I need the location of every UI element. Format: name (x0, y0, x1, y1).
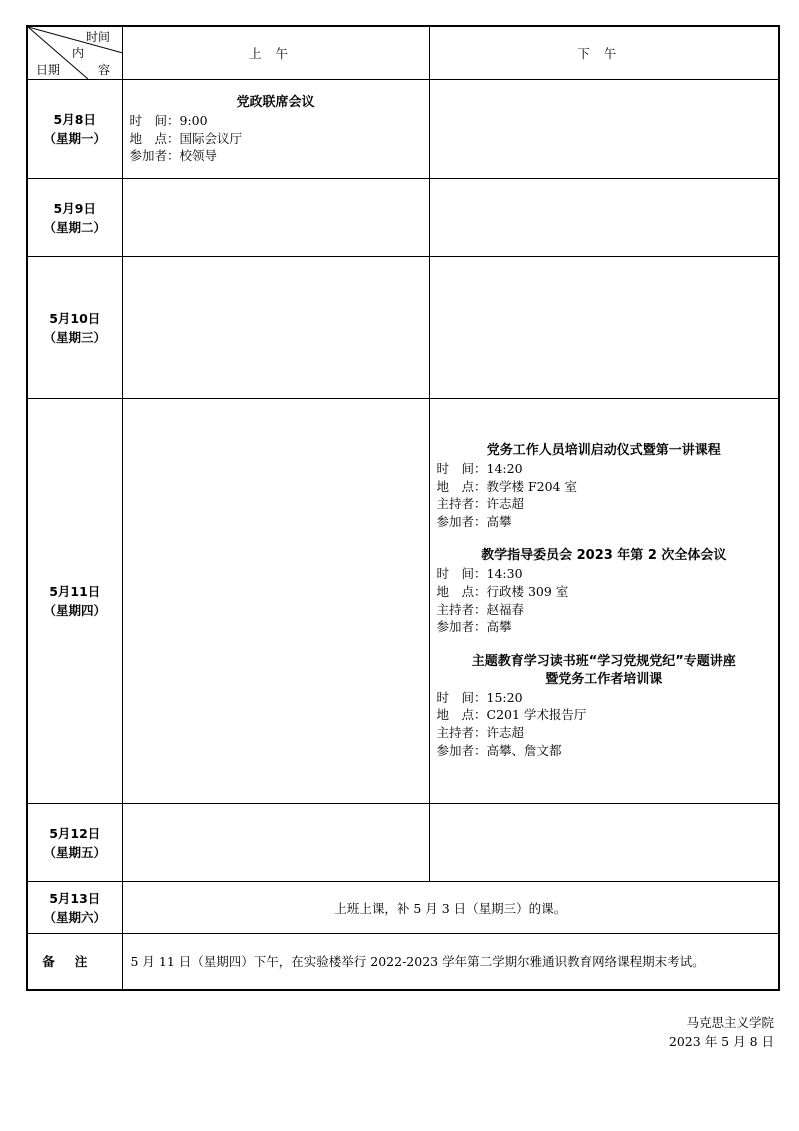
may8-morning-cell (122, 80, 429, 179)
footer-org: 马克思主义学院 (686, 1015, 774, 1030)
date-cell (27, 399, 122, 804)
header-morning: 上午 (122, 26, 429, 80)
table-row-may12 (27, 804, 779, 882)
table-row-may9 (27, 179, 779, 257)
header-afternoon: 下午 (429, 26, 779, 80)
event-attendees: 参加者：高攀 (436, 619, 512, 635)
event-host: 主持者：许志超 (436, 496, 525, 512)
date-label: 5月9日 (53, 200, 96, 216)
event-title-line-2: 暨党务工作者培训课 (545, 671, 663, 687)
corner-label-time: 时间 (86, 30, 111, 44)
weekday-label: （星期一） (43, 131, 106, 146)
date-label: 5月11日 (49, 584, 101, 599)
event-host: 主持者：许志超 (436, 724, 525, 740)
event-place: 地 点：行政楼 309 室 (436, 583, 569, 599)
weekday-label: （星期三） (43, 329, 106, 345)
event-title: 教学指导委员会 2023 年第 2 次全体会议 (481, 548, 727, 564)
may10-morning-cell (122, 257, 429, 399)
header-row (27, 26, 779, 80)
event-time: 时 间：9:00 (129, 113, 208, 128)
event-block (437, 653, 772, 759)
date-label: 5月10日 (49, 310, 101, 326)
may9-afternoon-cell (429, 179, 779, 257)
event-block (437, 547, 772, 635)
may13-merged-cell: 上班上课，补 5 月 3 日（星期三）的课。 (122, 882, 779, 934)
may8-afternoon-cell (429, 80, 779, 179)
table-row-may13 (27, 882, 779, 934)
may12-morning-cell (122, 804, 429, 882)
event-title: 党政联席会议 (236, 95, 315, 110)
date-cell (27, 804, 122, 882)
corner-label-content-1: 内 (72, 46, 85, 60)
date-cell (27, 257, 122, 399)
event-block (437, 442, 772, 530)
table-row-may8 (27, 80, 779, 179)
date-label: 5月12日 (49, 825, 101, 841)
header-corner-cell (27, 26, 122, 80)
weekday-label: （星期二） (43, 219, 106, 235)
notes-label: 备注 (27, 934, 122, 990)
date-cell (27, 179, 122, 257)
event-place: 地 点：国际会议厅 (129, 130, 243, 146)
may11-afternoon-cell (429, 399, 779, 804)
weekday-label: （星期五） (43, 844, 106, 860)
notes-text: 5 月 11 日（星期四）下午，在实验楼举行 2022-2023 学年第二学期尔雅通识教育网络课程期末考试。 (122, 934, 779, 990)
event-title: 党务工作人员培训启动仪式暨第一讲课程 (486, 443, 721, 458)
table-row-notes (27, 934, 779, 990)
corner-label-content-2: 容 (98, 63, 111, 77)
date-label: 5月8日 (53, 112, 96, 127)
may11-morning-cell (122, 399, 429, 804)
date-cell (27, 80, 122, 179)
date-label: 5月13日 (49, 890, 101, 906)
schedule-table (26, 25, 780, 991)
event-time: 时 间：15:20 (436, 689, 523, 705)
event-place: 地 点：C201 学术报告厅 (436, 707, 587, 723)
corner-label-date: 日期 (36, 63, 61, 77)
date-cell (27, 882, 122, 934)
may9-morning-cell (122, 179, 429, 257)
footer-date: 2023 年 5 月 8 日 (668, 1034, 774, 1049)
event-attendees: 参加者：高攀 (436, 513, 512, 529)
event-title-line-1: 主题教育学习读书班“学习党规党纪”专题讲座 (471, 653, 736, 669)
weekday-label: （星期六） (43, 909, 106, 925)
event-attendees: 参加者：高攀、詹文都 (436, 742, 562, 758)
event-time: 时 间：14:30 (436, 566, 523, 582)
may10-afternoon-cell (429, 257, 779, 399)
weekday-label: （星期四） (43, 603, 106, 618)
may12-afternoon-cell (429, 804, 779, 882)
event-attendees: 参加者：校领导 (129, 148, 218, 164)
table-row-may10 (27, 257, 779, 399)
event-place: 地 点：教学楼 F204 室 (436, 478, 577, 494)
table-row-may11 (27, 399, 779, 804)
event-time: 时 间：14:20 (436, 461, 523, 476)
event-host: 主持者：赵福春 (436, 601, 525, 617)
